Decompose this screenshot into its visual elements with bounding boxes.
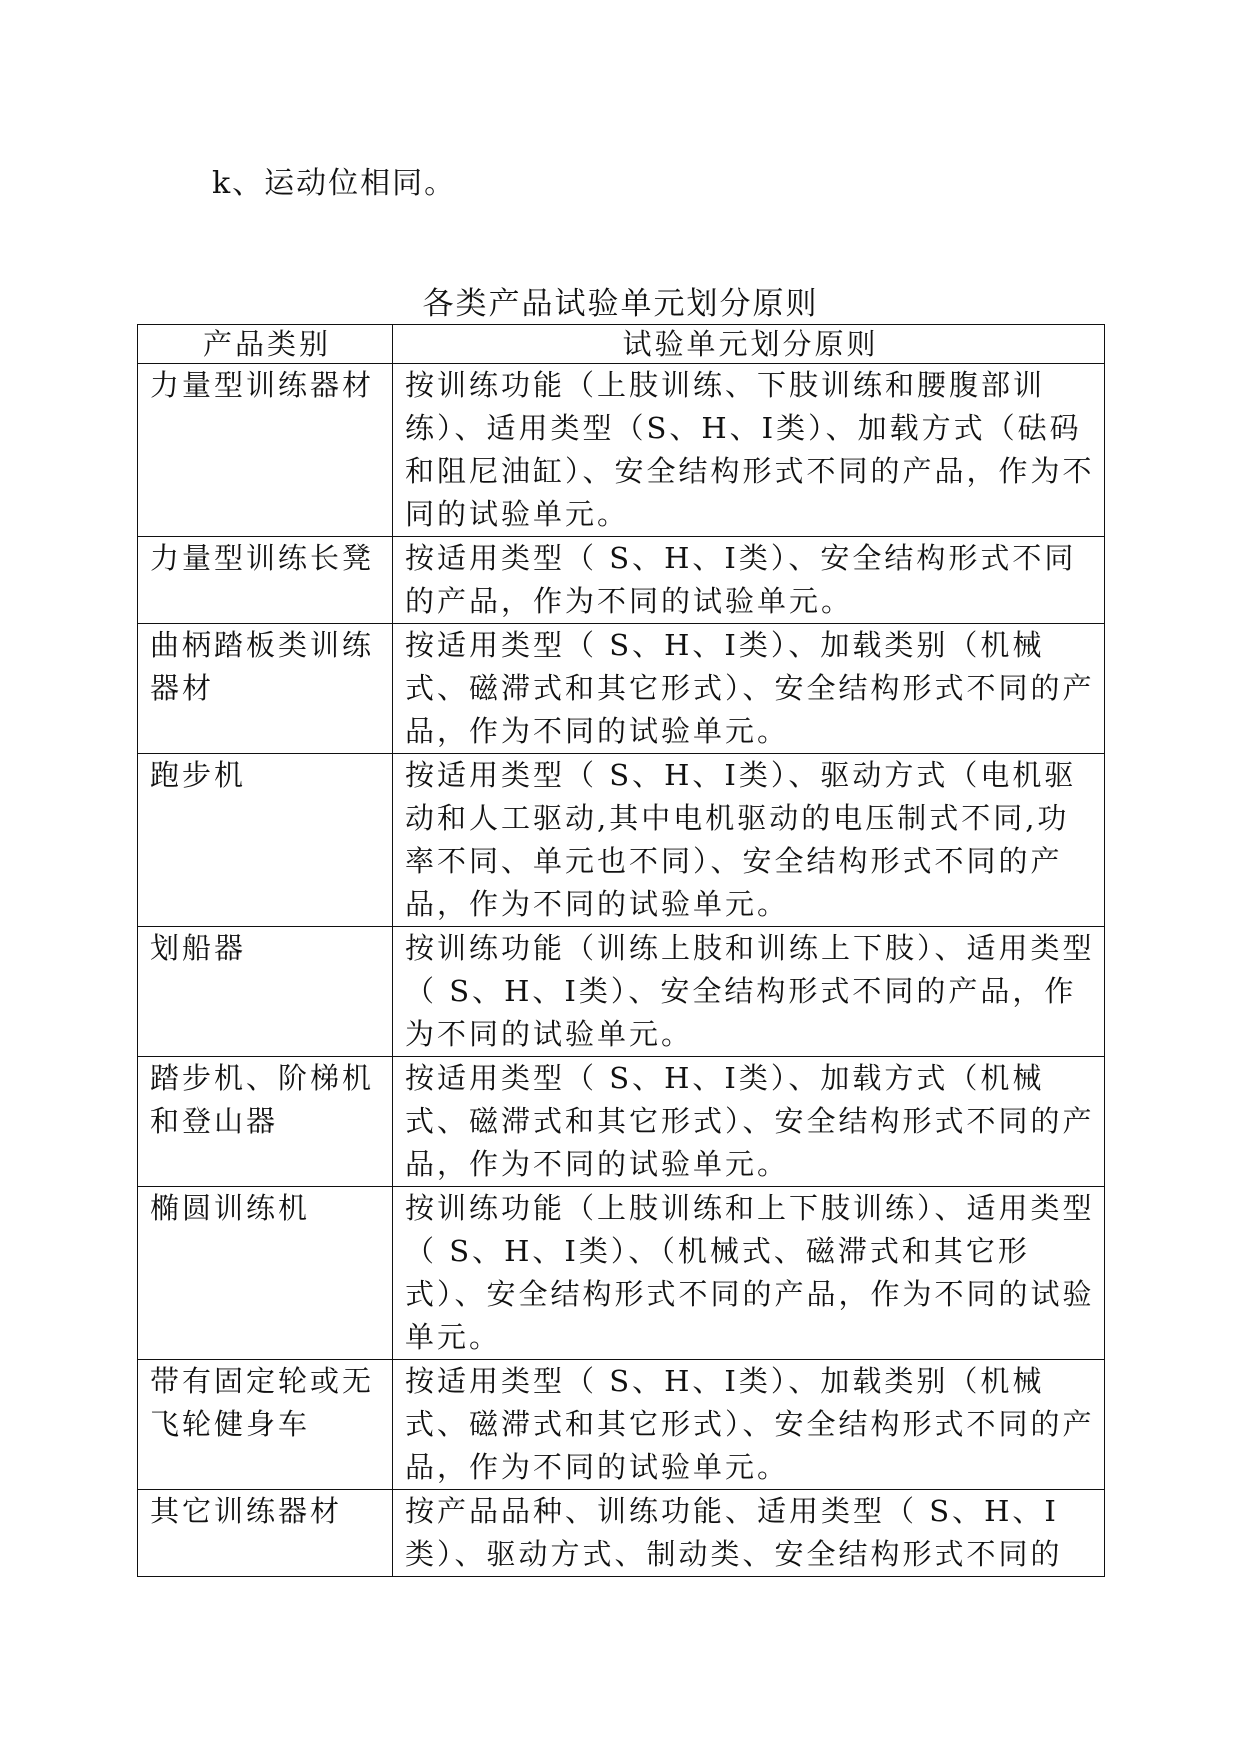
rule-cell: 按适用类型（ S、H、I类）、驱动方式（电机驱动和人工驱动,其中电机驱动的电压制式不同,功率不同、单元也不同）、安全结构形式不同的产品，作为不同的试验单元。 (393, 754, 1105, 927)
table-row (138, 1360, 1105, 1490)
rule-cell: 按适用类型（ S、H、I类）、加载类别（机械式、磁滞式和其它形式）、安全结构形式不同的产品，作为不同的试验单元。 (393, 1360, 1105, 1490)
table-row (138, 1187, 1105, 1360)
rule-cell: 按训练功能（上肢训练、下肢训练和腰腹部训练）、适用类型（S、H、I类）、加载方式（砝码和阻尼油缸）、安全结构形式不同的产品，作为不同的试验单元。 (393, 364, 1105, 537)
header-rule: 试验单元划分原则 (393, 325, 1105, 364)
table-row (138, 927, 1105, 1057)
table-row (138, 537, 1105, 624)
category-cell: 曲柄踏板类训练器材 (138, 624, 393, 754)
rule-cell: 按适用类型（ S、H、I类）、加载方式（机械式、磁滞式和其它形式）、安全结构形式不同的产品，作为不同的试验单元。 (393, 1057, 1105, 1187)
rule-cell: 按适用类型（ S、H、I类）、安全结构形式不同的产品，作为不同的试验单元。 (393, 537, 1105, 624)
category-cell: 其它训练器材 (138, 1490, 393, 1577)
intro-paragraph: k、运动位相同。 (212, 166, 457, 201)
category-cell: 踏步机、阶梯机和登山器 (138, 1057, 393, 1187)
category-cell: 跑步机 (138, 754, 393, 927)
test-unit-table (137, 324, 1105, 1577)
table-row (138, 754, 1105, 927)
table-row (138, 624, 1105, 754)
category-cell: 力量型训练器材 (138, 364, 393, 537)
category-cell: 划船器 (138, 927, 393, 1057)
rule-cell: 按训练功能（上肢训练和上下肢训练）、适用类型（ S、H、I类）、（机械式、磁滞式和其它形式）、安全结构形式不同的产品，作为不同的试验单元。 (393, 1187, 1105, 1360)
rule-cell: 按训练功能（训练上肢和训练上下肢）、适用类型（ S、H、I类）、安全结构形式不同的产品，作为不同的试验单元。 (393, 927, 1105, 1057)
table-header-row (138, 325, 1105, 364)
rule-cell: 按适用类型（ S、H、I类）、加载类别（机械式、磁滞式和其它形式）、安全结构形式不同的产品，作为不同的试验单元。 (393, 624, 1105, 754)
category-cell: 力量型训练长凳 (138, 537, 393, 624)
category-cell: 椭圆训练机 (138, 1187, 393, 1360)
table-row (138, 364, 1105, 537)
category-cell: 带有固定轮或无飞轮健身车 (138, 1360, 393, 1490)
rule-cell: 按产品品种、训练功能、适用类型（ S、H、I类）、驱动方式、制动类、安全结构形式不同的 (393, 1490, 1105, 1577)
header-category: 产品类别 (138, 325, 393, 364)
table-row (138, 1057, 1105, 1187)
table-title: 各类产品试验单元划分原则 (422, 286, 819, 322)
table-row (138, 1490, 1105, 1577)
